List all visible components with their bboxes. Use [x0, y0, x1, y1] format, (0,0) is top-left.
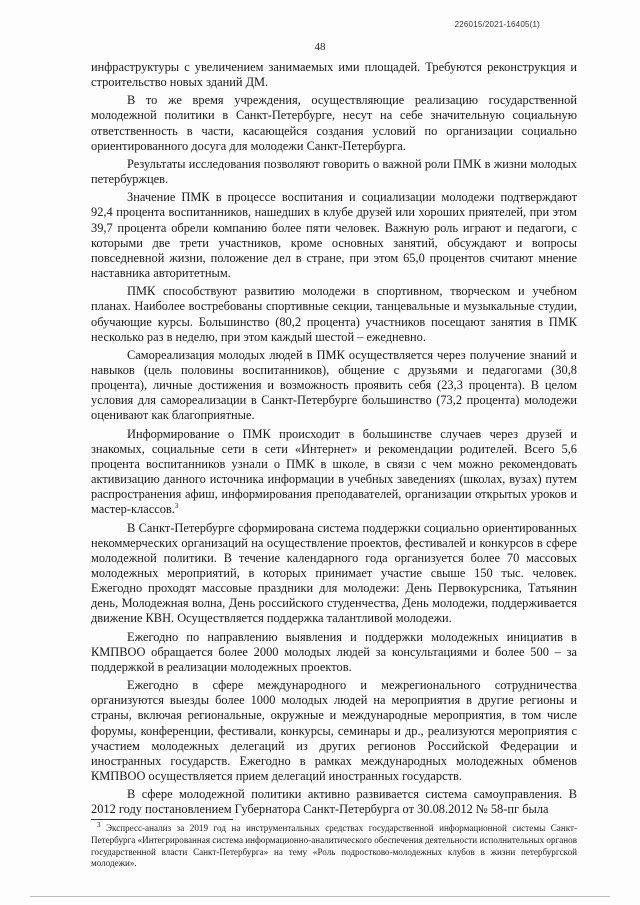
footnote	[91, 820, 577, 870]
paragraph: ПМК способствуют развитию молодежи в спортивном, творческом и учебном планах. Наиболее востребованы спортивные секции, танцевальные и музыкальные студии, обучающие курсы. Большинство (80,2 процента) участников посещают занятия в ПМК несколько раз в неделю, при этом каждый шестой – ежедневно.	[91, 284, 577, 344]
document-id: 226015/2021-16405(1)	[454, 20, 540, 29]
paragraph: Ежегодно по направлению выявления и поддержки молодежных инициатив в КМПВОО обращается более 2000 молодых людей за консультациями и более 500 – за поддержкой в реализации молодежных проектов.	[91, 629, 577, 674]
paragraph: инфраструктуры с увеличением занимаемых ими площадей. Требуются реконструкция и строительство новых зданий ДМ.	[91, 60, 577, 90]
scan-edge-line	[30, 896, 610, 897]
footnote-marker: 3	[97, 820, 101, 829]
paragraph: В Санкт-Петербурге сформирована система поддержки социально ориентированных некоммерческих организаций на осуществление проектов, фестивалей и конкурсов в сфере молодежной политики. В течение календарного года организуется более 70 массовых молодежных мероприятий, в которых принимает участие свыше 150 тыс. человек. Ежегодно проходят массовые праздники для молодежи: День Первокурсника, Татьянин день, Молодежная волна, День российского студенчества, День молодежи, поддерживается движение КВН. Осуществляется поддержка талантливой молодежи.	[91, 520, 577, 626]
paragraph-with-footnote	[91, 427, 577, 518]
page-number: 48	[314, 41, 326, 53]
paragraph: Значение ПМК в процессе воспитания и социализации молодежи подтверждают 92,4 процента воспитанников, нашедших в клубе друзей или хороших приятелей, при этом 39,7 процента обрели компанию более пяти человек. Важную роль играют и педагоги, с которыми две трети участников, кроме основных занятий, обсуждают и вопросы повседневной жизни, положение дел в стране, при этом 65,0 процентов считают мнение наставника авторитетным.	[91, 190, 577, 281]
paragraph-text: Информирование о ПМК происходит в большинстве случаев через друзей и знакомых, социальные сети в сети «Интернет» и рекомендации родителей. Всего 5,6 процента воспитанников узнали о ПМК в школе, в связи с чем можно рекомендовать активизацию данного источника информации в учебных заведениях (школах, вузах) путем распространения афиш, информирования преподавателей, организации открытых уроков и мастер-классов.	[91, 426, 577, 517]
footnote-reference: 3	[174, 502, 179, 511]
footnote-divider	[91, 819, 233, 820]
paragraph: Результаты исследования позволяют говорить о важной роли ПМК в жизни молодых петербуржцев.	[91, 156, 577, 187]
paragraph: Ежегодно в сфере международного и межрегионального сотрудничества организуются выезды более 1000 молодых людей на мероприятия в другие регионы и страны, включая региональные, окружные и международные мероприятия, в том числе форумы, конференции, фестивали, конкурсы, семинары и др., реализуются мероприятия с участием молодежных делегаций из других регионов Российской Федерации и иностранных государств. Ежегодно в рамках международных молодежных обменов КМПВОО осуществляется прием делегаций иностранных государств.	[91, 678, 577, 784]
footnote-text: Экспресс-анализ за 2019 год на инструментальных средствах государственной информационной системы Санкт-Петербурга «Интегрированная система информационно-аналитического обеспечения деятельности исполнительных органов государственной власти Санкт-Петербурга» на тему «Роль подростково-молодежных клубов в жизни петербургской молодежи».	[91, 823, 577, 869]
paragraph: Самореализация молодых людей в ПМК осуществляется через получение знаний и навыков (цель половины воспитанников), общение с друзьями и педагогами (30,8 процента), личные достижения и возможность проявить себя (23,3 процента). В целом условия для самореализации в Санкт-Петербурге большинство (73,2 процента) молодежи оценивают как благоприятные.	[91, 347, 577, 423]
body-text	[91, 60, 577, 821]
paragraph: В сфере молодежной политики активно развивается система самоуправления. В 2012 году постановлением Губернатора Санкт-Петербурга от 30.08.2012 № 58-пг была	[91, 787, 577, 817]
paragraph: В то же время учреждения, осуществляющие реализацию государственной молодежной политики в Санкт-Петербурге, несут на себе значительную социальную ответственность в части, касающейся создания условий по организации социально ориентированного досуга для молодежи Санкт-Петербурга.	[91, 93, 577, 153]
